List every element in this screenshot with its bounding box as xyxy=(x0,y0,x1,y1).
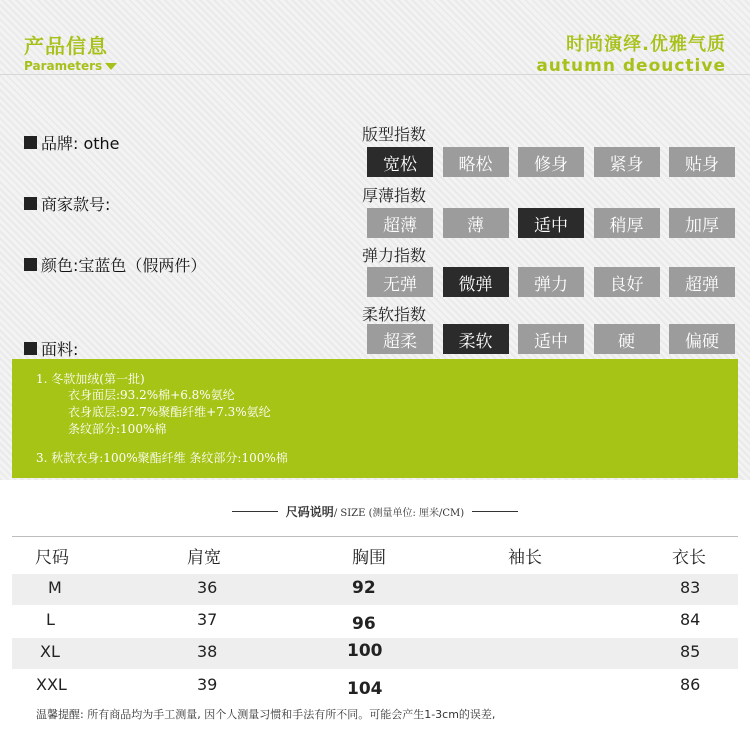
square-bullet-icon xyxy=(24,136,37,149)
table-row xyxy=(12,638,738,669)
slogan xyxy=(536,30,726,76)
chip-option: 加厚 xyxy=(669,208,735,238)
chip-option: 宽松 xyxy=(367,147,433,177)
cell-shoulder: 36 xyxy=(197,578,218,597)
cell-chest: 96 xyxy=(352,614,376,634)
cell-size: XL xyxy=(40,642,60,661)
square-bullet-icon xyxy=(24,342,37,355)
size-title: 尺码说明 xyxy=(285,504,334,519)
table-header-shoulder: 肩宽 xyxy=(187,548,221,568)
table-row xyxy=(12,606,738,637)
section-subtitle-text: Parameters xyxy=(24,59,103,73)
square-bullet-icon xyxy=(24,197,37,210)
chip-option: 超弹 xyxy=(669,267,735,297)
cell-length: 84 xyxy=(680,610,701,629)
index-row-elasticity xyxy=(367,267,735,297)
cell-size: M xyxy=(48,578,62,597)
table-row xyxy=(12,574,738,605)
slogan-cn: 时尚演绎.优雅气质 xyxy=(566,34,726,55)
table-header-size: 尺码 xyxy=(35,548,69,568)
slogan-en: autumn deouctive xyxy=(536,56,726,76)
attr-fabric xyxy=(24,337,78,360)
table-row xyxy=(12,671,738,702)
chip-option: 超薄 xyxy=(367,208,433,238)
chip-option: 无弹 xyxy=(367,267,433,297)
size-subtitle: / SIZE (测量单位: 厘米/CM) xyxy=(333,507,465,519)
cell-chest: 100 xyxy=(347,641,383,661)
attr-color-text: 颜色:宝蓝色（假两件） xyxy=(41,256,207,275)
table-header-chest: 胸围 xyxy=(352,548,386,568)
attr-brand xyxy=(24,131,120,154)
chip-option: 稍厚 xyxy=(594,208,660,238)
chip-option: 适中 xyxy=(518,208,584,238)
fabric-line: 条纹部分:100%棉 xyxy=(68,422,167,436)
fabric-line: 3. 秋款衣身:100%聚酯纤维 条纹部分:100%棉 xyxy=(36,451,288,465)
chip-option: 弹力 xyxy=(518,267,584,297)
chip-option: 薄 xyxy=(443,208,509,238)
measurement-note: 温馨提醒: 所有商品均为手工测量, 因个人测量习惯和手法有所不同。可能会产生1-3cm的误差, xyxy=(36,708,496,721)
chip-option: 紧身 xyxy=(594,147,660,177)
section-header xyxy=(24,30,117,73)
divider-line xyxy=(472,511,518,512)
attr-model xyxy=(24,192,110,215)
chip-option: 超柔 xyxy=(367,324,433,354)
index-row-fit xyxy=(367,147,735,177)
fabric-line: 衣身底层:92.7%聚酯纤维+7.3%氨纶 xyxy=(68,405,271,419)
fabric-line: 1. 冬款加绒(第一批) xyxy=(36,372,145,386)
size-section-header xyxy=(0,500,750,522)
chip-option: 贴身 xyxy=(669,147,735,177)
attr-color xyxy=(24,253,206,276)
divider-line xyxy=(232,511,278,512)
square-bullet-icon xyxy=(24,258,37,271)
attr-fabric-text: 面料: xyxy=(41,340,79,359)
chip-option: 偏硬 xyxy=(669,324,735,354)
table-top-border xyxy=(12,536,738,537)
table-header-length: 衣长 xyxy=(672,548,706,568)
attr-model-text: 商家款号: xyxy=(41,195,111,214)
triangle-down-icon xyxy=(105,63,117,70)
chip-option: 修身 xyxy=(518,147,584,177)
chip-option: 微弹 xyxy=(443,267,509,297)
chip-option: 柔软 xyxy=(443,324,509,354)
chip-option: 良好 xyxy=(594,267,660,297)
chip-option: 硬 xyxy=(594,324,660,354)
chip-option: 适中 xyxy=(518,324,584,354)
cell-length: 85 xyxy=(680,642,701,661)
cell-size: L xyxy=(46,610,55,629)
index-title-softness: 柔软指数 xyxy=(362,305,427,324)
cell-size: XXL xyxy=(36,675,67,694)
cell-chest: 92 xyxy=(352,578,376,598)
section-subtitle xyxy=(24,59,117,73)
section-title: 产品信息 xyxy=(24,34,108,58)
cell-length: 83 xyxy=(680,578,701,597)
cell-shoulder: 39 xyxy=(197,675,218,694)
index-title-thickness: 厚薄指数 xyxy=(362,186,427,205)
attr-brand-text: 品牌: othe xyxy=(41,134,120,153)
cell-shoulder: 37 xyxy=(197,610,218,629)
cell-shoulder: 38 xyxy=(197,642,218,661)
index-title-fit: 版型指数 xyxy=(362,125,427,144)
index-title-elasticity: 弹力指数 xyxy=(362,246,427,265)
cell-chest: 104 xyxy=(347,679,383,699)
index-row-thickness xyxy=(367,208,735,238)
chip-option: 略松 xyxy=(443,147,509,177)
fabric-line: 衣身面层:93.2%棉+6.8%氨纶 xyxy=(68,388,235,402)
index-row-softness xyxy=(367,324,735,354)
cell-length: 86 xyxy=(680,675,701,694)
fabric-details-box xyxy=(12,359,738,478)
table-header-sleeve: 袖长 xyxy=(508,548,542,568)
